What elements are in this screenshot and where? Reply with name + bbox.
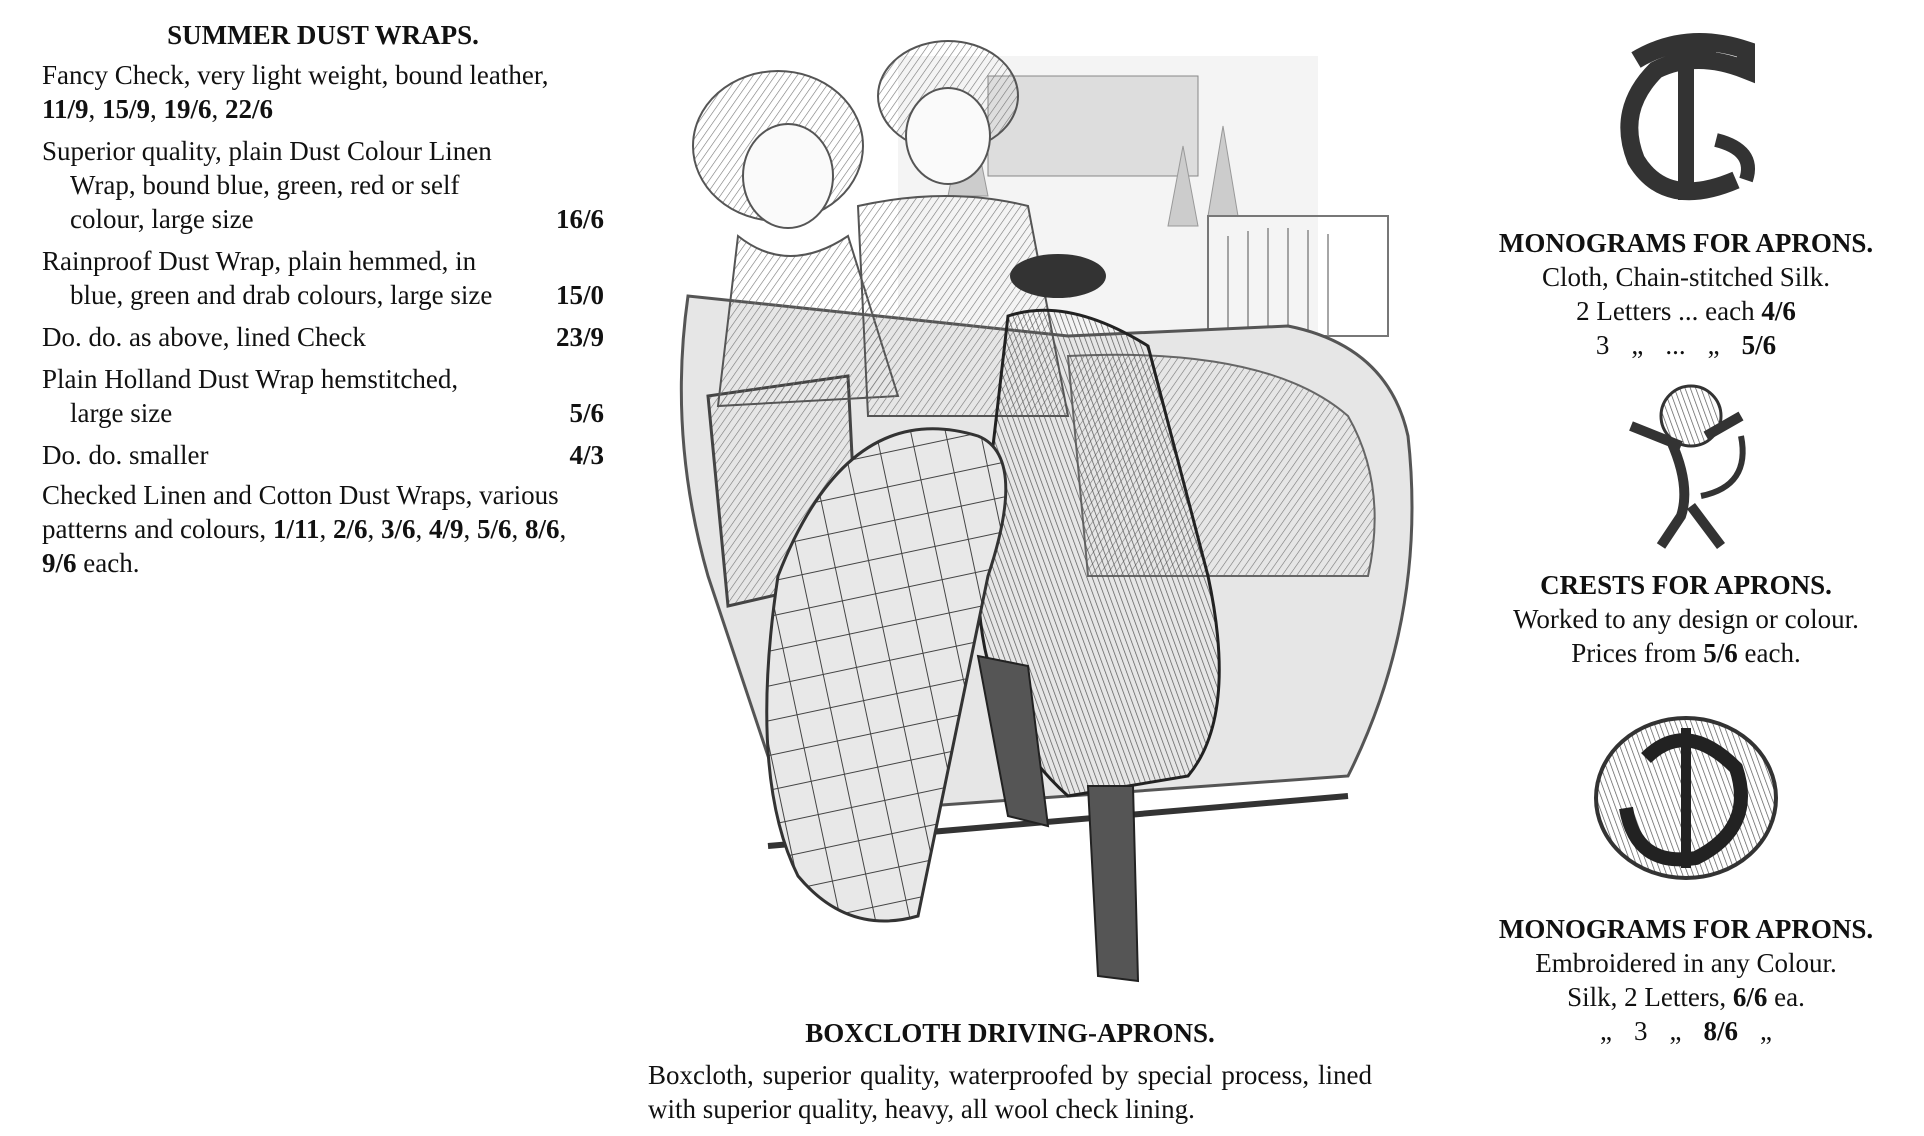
section-heading: MONOGRAMS FOR APRONS. [1498,228,1874,258]
price: 4/6 [1761,296,1796,326]
item-price: 23/9 [555,322,604,352]
item-text: Worked to any design or colour. [1513,604,1859,634]
section-body: Boxcloth, superior quality, waterproofed by special process, lined with superior quality, heavy, all wool check lining. [648,1060,1372,1124]
item-text: each. [1737,638,1801,668]
item-text: Fancy Check, very light weight, bound leather, [42,60,549,90]
holland-item [42,362,604,430]
price: 11/9 [42,94,89,124]
price: 22/6 [225,94,274,124]
item-text: „ [1669,1016,1682,1046]
item-text: Silk, 2 Letters, [1567,982,1733,1012]
item-price: 16/6 [555,204,604,234]
item-text: Embroidered in any Colour. [1535,948,1837,978]
price: 5/6 [1703,638,1738,668]
item-text: „ [1600,1016,1612,1046]
price: 6/6 [1732,982,1768,1012]
lined-check-item [42,320,604,354]
price-line [1476,1014,1896,1048]
item-text: Do. do. smaller [42,440,209,470]
price-line [1476,294,1896,328]
monograms-chain-block [1476,226,1896,362]
price: 8/6 [525,514,560,544]
price: 3/6 [380,514,416,544]
item-price: 5/6 [569,398,604,428]
price-line [1476,328,1896,362]
section-heading: CRESTS FOR APRONS. [1540,570,1832,600]
item-text: Prices from [1571,638,1704,668]
carriage-scene-illustration [648,16,1454,1016]
crests-block [1476,568,1896,670]
section-heading: SUMMER DUST WRAPS. [167,20,479,50]
item-price: 15/0 [555,280,604,310]
price: 1/11 [272,514,320,544]
price-line [1476,980,1896,1014]
checked-linen-item [42,478,604,580]
section-heading: BOXCLOTH DRIVING-APRONS. [805,1018,1215,1048]
price: 4/9 [428,514,464,544]
item-text: large size [70,398,173,428]
price-line [1476,636,1896,670]
ornate-monogram-icon [1586,698,1786,898]
price: 5/6 [1741,330,1777,360]
boxcloth-section [648,1016,1372,1126]
price: 8/6 [1703,1016,1738,1046]
price: 2/6 [332,514,368,544]
item-text: Wrap, bound blue, green, red or self [70,170,460,200]
item-text: colour, large size [70,204,254,234]
item-text: 3 [1595,330,1610,360]
item-prices: patterns and colours, 1/11, 2/6, 3/6, 4/9, 5/6, 8/6, [42,514,567,544]
item-text: Do. do. as above, lined Check [42,322,366,352]
price: 19/6 [163,94,212,124]
superior-quality-item [42,134,604,236]
item-text: Plain Holland Dust Wrap hemstitched, [42,364,459,394]
item-prices: 11/9, 15/9, 19/6, 22/6 [42,94,274,124]
item-text: Checked Linen and Cotton Dust Wraps, various [42,480,559,510]
rainproof-item [42,244,604,312]
aprons-section [1476,30,1896,1048]
summer-dust-wraps-section [42,18,604,580]
item-text: „ [1760,1016,1772,1046]
item-text: 2 Letters ... each [1576,296,1762,326]
item-text: ... [1665,330,1686,360]
item-text: patterns and colours, [42,514,273,544]
item-text: ea. [1767,982,1805,1012]
price: 15/9 [102,94,151,124]
item-text: Cloth, Chain-stitched Silk. [1542,262,1830,292]
section-heading: MONOGRAMS FOR APRONS. [1498,914,1874,944]
item-price: 4/3 [569,440,604,470]
item-text: Superior quality, plain Dust Colour Linen [42,136,492,166]
item-text: blue, green and drab colours, large size [70,280,493,310]
item-text: „ [1707,330,1720,360]
lion-crest-icon [1611,376,1761,556]
price: 5/6 [477,514,512,544]
fancy-check-item [42,58,604,126]
item-text: each. [76,548,140,578]
smaller-item [42,438,604,472]
item-text: „ [1631,330,1644,360]
item-text: 3 [1634,1016,1648,1046]
price: 9/6 [42,548,77,578]
monogram-emblem-icon [1596,30,1776,220]
monograms-embroidered-block [1476,912,1896,1048]
item-text: Rainproof Dust Wrap, plain hemmed, in [42,246,477,276]
